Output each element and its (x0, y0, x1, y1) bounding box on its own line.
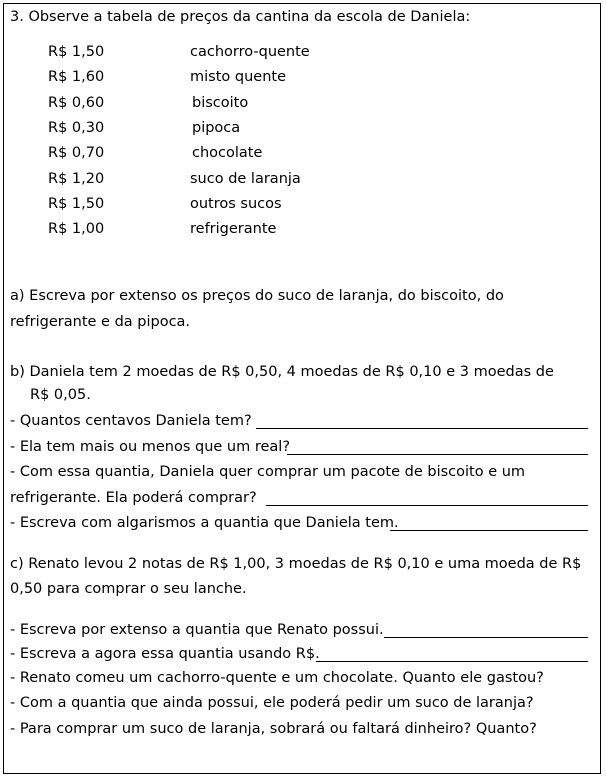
price-cell: R$ 0,30 (48, 120, 105, 136)
part-b-question-3-line1: - Com essa quantia, Daniela quer comprar um pacote de biscoito e um (10, 464, 526, 480)
item-cell: refrigerante (190, 221, 277, 237)
price-cell: R$ 1,20 (48, 171, 105, 187)
part-b-question-1: - Quantos centavos Daniela tem? (10, 413, 252, 429)
price-cell: R$ 1,00 (48, 221, 105, 237)
answer-line[interactable] (390, 530, 588, 531)
part-c-question-3: - Renato comeu um cachorro-quente e um chocolate. Quanto ele gastou? (10, 670, 544, 686)
answer-line[interactable] (287, 454, 588, 455)
part-b-question-3-line2: refrigerante. Ela poderá comprar? (10, 490, 257, 506)
part-c-question-4: - Com a quantia que ainda possui, ele poderá pedir um suco de laranja? (10, 695, 534, 711)
price-cell: R$ 0,60 (48, 95, 105, 111)
part-a-line1: a) Escreva por extenso os preços do suco de laranja, do biscoito, do (10, 288, 504, 304)
answer-line[interactable] (384, 637, 588, 638)
item-cell: pipoca (192, 120, 241, 136)
part-b-intro-line2: R$ 0,05. (30, 387, 91, 403)
answer-line[interactable] (266, 505, 588, 506)
part-c-question-5: - Para comprar um suco de laranja, sobrará ou faltará dinheiro? Quanto? (10, 721, 537, 737)
item-cell: cachorro-quente (190, 44, 310, 60)
question-title: 3. Observe a tabela de preços da cantina da escola de Daniela: (10, 9, 471, 25)
part-b-question-2: - Ela tem mais ou menos que um real? (10, 439, 291, 455)
part-c-intro-line1: c) Renato levou 2 notas de R$ 1,00, 3 moedas de R$ 0,10 e uma moeda de R$ (10, 556, 582, 572)
item-cell: misto quente (190, 69, 286, 85)
price-cell: R$ 1,60 (48, 69, 105, 85)
part-c-question-2: - Escreva a agora essa quantia usando R$. (10, 646, 320, 662)
item-cell: chocolate (192, 145, 263, 161)
item-cell: biscoito (192, 95, 249, 111)
price-cell: R$ 1,50 (48, 44, 105, 60)
price-cell: R$ 0,70 (48, 145, 105, 161)
price-cell: R$ 1,50 (48, 196, 105, 212)
part-c-intro-line2: 0,50 para comprar o seu lanche. (10, 581, 247, 597)
answer-line[interactable] (256, 428, 588, 429)
item-cell: outros sucos (190, 196, 282, 212)
part-b-question-4: - Escreva com algarismos a quantia que Daniela tem. (10, 515, 399, 531)
part-b-intro-line1: b) Daniela tem 2 moedas de R$ 0,50, 4 moedas de R$ 0,10 e 3 moedas de (10, 364, 554, 380)
part-a-line2: refrigerante e da pipoca. (10, 314, 191, 330)
item-cell: suco de laranja (190, 171, 301, 187)
part-c-question-1: - Escreva por extenso a quantia que Renato possui. (10, 622, 384, 638)
answer-line[interactable] (316, 661, 588, 662)
